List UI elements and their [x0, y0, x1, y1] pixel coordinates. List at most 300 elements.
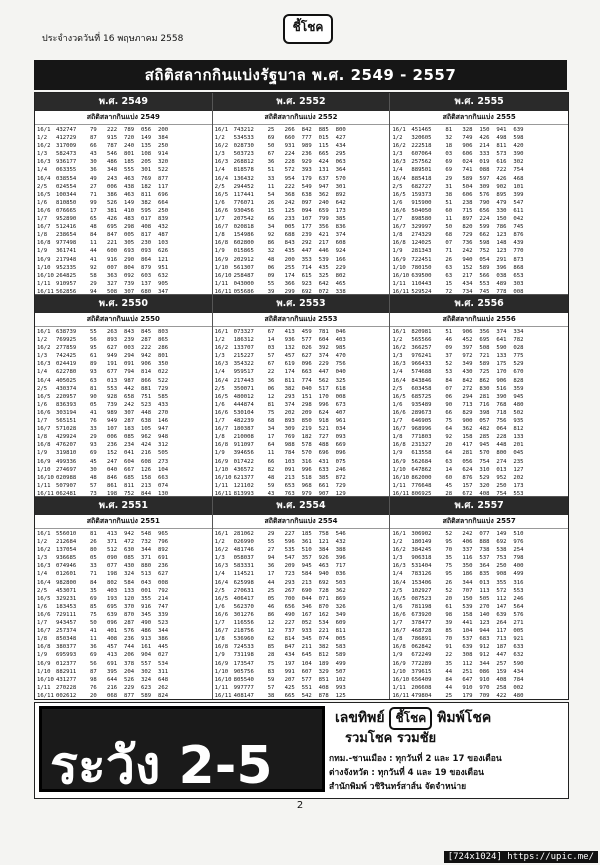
- last-two-digits: 35: [445, 555, 453, 562]
- back-three-2: 301: [335, 183, 346, 190]
- front-three-2: 097: [301, 199, 312, 206]
- front-three-2: 086: [479, 668, 490, 675]
- draw-date: 16/6: [214, 409, 229, 416]
- back-three-1: 448: [141, 409, 152, 416]
- draw-date: 1/10: [392, 668, 406, 675]
- back-three-1: 325: [318, 272, 329, 279]
- front-three-2: 123: [479, 620, 490, 627]
- front-three-1: 677: [107, 369, 118, 376]
- back-three-1: 072: [318, 288, 329, 295]
- draw-date: 1/2: [392, 135, 403, 142]
- back-three-2: 782: [513, 337, 524, 344]
- result-row: [392, 554, 566, 562]
- first-prize: 076665: [56, 207, 77, 214]
- draw-date: 16/4: [214, 175, 229, 182]
- result-row: [392, 360, 566, 368]
- last-two-digits: 15: [267, 207, 275, 214]
- front-three-2: 185: [124, 159, 135, 166]
- front-three-2: 716: [479, 401, 490, 408]
- front-three-2: 206: [124, 652, 135, 659]
- last-two-digits: 51: [267, 167, 275, 174]
- last-two-digits: 32: [445, 135, 453, 142]
- front-three-1: 228: [284, 159, 295, 166]
- front-three-1: 457: [107, 644, 118, 651]
- last-two-digits: 98: [90, 676, 97, 683]
- back-three-2: 553: [513, 587, 524, 594]
- result-row: [215, 239, 388, 247]
- first-prize: 529524: [411, 288, 432, 295]
- front-three-1: 695: [107, 224, 118, 231]
- front-three-1: 179: [462, 692, 473, 699]
- last-two-digits: 64: [445, 450, 453, 457]
- back-three-1: 814: [141, 369, 152, 376]
- last-two-digits: 84: [445, 676, 453, 683]
- last-two-digits: 50: [90, 620, 97, 627]
- front-three-2: 091: [124, 361, 135, 368]
- last-two-digits: 93: [90, 442, 97, 449]
- front-three-1: 526: [107, 199, 118, 206]
- result-row: [215, 530, 388, 538]
- front-three-1: 916: [107, 256, 118, 263]
- draw-date: 16/3: [392, 563, 406, 570]
- first-prize: 783126: [411, 571, 432, 578]
- first-prize: 613558: [411, 450, 432, 457]
- result-rows: [390, 125, 568, 295]
- last-two-digits: 36: [90, 167, 97, 174]
- front-three-2: 607: [301, 668, 312, 675]
- front-three-1: 193: [107, 595, 118, 602]
- draw-date: 1/4: [214, 571, 225, 578]
- year-section: [390, 93, 568, 295]
- draw-date: 16/2: [392, 547, 406, 554]
- back-three-2: 339: [158, 611, 169, 618]
- back-three-1: 908: [496, 571, 507, 578]
- back-three-2: 246: [513, 595, 524, 602]
- back-three-2: 046: [335, 329, 346, 335]
- back-three-2: 433: [158, 401, 169, 408]
- back-three-2: 801: [158, 353, 169, 360]
- draw-date: 16/7: [214, 628, 229, 635]
- draw-date: 16/4: [37, 579, 51, 586]
- draw-date: 1/3: [37, 151, 48, 158]
- last-two-digits: 64: [445, 426, 453, 433]
- last-two-digits: 69: [267, 135, 275, 142]
- front-three-2: 052: [301, 620, 312, 627]
- back-three-2: 985: [335, 345, 346, 352]
- back-three-1: 329: [318, 668, 329, 675]
- result-row: [215, 264, 388, 272]
- back-three-2: 877: [158, 175, 169, 182]
- back-three-1: 355: [496, 579, 507, 586]
- front-three-2: 627: [301, 353, 312, 360]
- back-three-1: 624: [318, 409, 329, 416]
- first-prize: 074946: [56, 563, 77, 570]
- back-three-2: 669: [335, 442, 346, 449]
- first-prize: 258487: [233, 272, 254, 279]
- draw-date: 16/9: [392, 458, 406, 465]
- back-three-1: 463: [318, 563, 329, 570]
- first-prize: 217948: [56, 256, 77, 263]
- front-three-2: 236: [124, 636, 135, 643]
- last-two-digits: 17: [267, 434, 275, 441]
- result-row: [392, 417, 566, 425]
- last-two-digits: 58: [90, 272, 97, 279]
- last-two-digits: 73: [90, 490, 97, 497]
- front-three-2: 094: [301, 207, 312, 214]
- result-row: [37, 360, 210, 368]
- front-three-1: 553: [107, 385, 118, 392]
- back-three-2: 250: [158, 207, 169, 214]
- draw-date: 16/2: [214, 143, 229, 150]
- draw-date: 16/9: [37, 660, 51, 667]
- draw-date: 2/5: [214, 385, 225, 392]
- result-rows: [35, 125, 212, 295]
- front-three-2: 542: [301, 692, 312, 699]
- result-row: [37, 336, 210, 344]
- back-three-2: 585: [158, 393, 169, 400]
- back-three-1: 131: [318, 167, 329, 174]
- last-two-digits: 34: [267, 426, 275, 433]
- result-row: [215, 562, 388, 570]
- front-three-1: 382: [284, 385, 295, 392]
- front-three-2: 026: [301, 345, 312, 352]
- front-three-1: 842: [462, 377, 473, 384]
- first-prize: 361741: [56, 248, 77, 255]
- first-prize: 354322: [233, 361, 254, 368]
- last-two-digits: 79: [90, 127, 97, 133]
- draw-date: 16/9: [214, 256, 229, 263]
- front-three-1: 213: [284, 474, 295, 481]
- first-prize: 479804: [411, 692, 432, 699]
- front-three-1: 227: [284, 620, 295, 627]
- back-three-1: 170: [318, 393, 329, 400]
- back-three-1: 426: [496, 175, 507, 182]
- front-three-1: 861: [107, 482, 118, 489]
- front-three-2: 151: [301, 393, 312, 400]
- back-three-1: 902: [496, 183, 507, 190]
- draw-date: 1/7: [392, 620, 403, 627]
- front-three-2: 305: [124, 240, 135, 247]
- front-three-1: 811: [284, 377, 295, 384]
- front-three-1: 546: [107, 151, 118, 158]
- draw-date: 1/6: [214, 199, 225, 206]
- first-prize: 482239: [233, 418, 254, 425]
- draw-date: 1/8: [37, 232, 48, 239]
- front-three-1: 537: [462, 636, 473, 643]
- first-prize: 319810: [56, 450, 77, 457]
- first-prize: 220957: [56, 393, 77, 400]
- first-prize: 301276: [233, 611, 254, 618]
- back-three-2: 271: [513, 620, 524, 627]
- last-two-digits: 69: [445, 159, 453, 166]
- draw-date: 1/11: [214, 280, 229, 287]
- front-three-2: 378: [124, 660, 135, 667]
- year-section: [35, 497, 213, 699]
- back-three-1: 149: [496, 531, 507, 537]
- result-row: [37, 579, 210, 587]
- front-three-2: 910: [479, 676, 490, 683]
- back-three-1: 906: [141, 361, 152, 368]
- back-three-2: 948: [158, 434, 169, 441]
- back-three-1: 240: [318, 199, 329, 206]
- front-three-2: 599: [479, 224, 490, 231]
- back-three-1: 516: [496, 385, 507, 392]
- last-two-digits: 41: [90, 256, 97, 263]
- front-three-1: 723: [284, 571, 295, 578]
- result-row: [215, 150, 388, 158]
- front-three-2: 695: [479, 337, 490, 344]
- front-three-1: 639: [462, 644, 473, 651]
- first-prize: 281343: [411, 248, 432, 255]
- back-three-2: 316: [513, 579, 524, 586]
- back-three-2: 434: [513, 668, 524, 675]
- front-three-1: 158: [462, 434, 473, 441]
- back-three-2: 432: [335, 539, 346, 546]
- front-three-1: 103: [284, 458, 295, 465]
- back-three-1: 881: [141, 385, 152, 392]
- result-row: [392, 474, 566, 482]
- last-two-digits: 68: [267, 418, 275, 425]
- back-three-2: 664: [158, 199, 169, 206]
- back-three-2: 236: [158, 563, 169, 570]
- front-three-2: 183: [124, 426, 135, 433]
- result-row: [215, 175, 388, 183]
- back-three-2: 096: [335, 450, 346, 457]
- front-three-1: 736: [462, 240, 473, 247]
- result-row: [392, 215, 566, 223]
- back-three-2: 798: [513, 555, 524, 562]
- last-two-digits: 38: [267, 692, 275, 699]
- front-three-2: 213: [301, 579, 312, 586]
- first-prize: 562370: [233, 603, 254, 610]
- back-three-1: 424: [318, 159, 329, 166]
- front-three-2: 044: [301, 595, 312, 602]
- result-rows: [390, 327, 568, 497]
- last-two-digits: 63: [445, 264, 453, 271]
- last-two-digits: 36: [267, 563, 275, 570]
- first-prize: 512416: [56, 224, 77, 231]
- front-three-2: 120: [124, 595, 135, 602]
- first-prize: 274329: [411, 232, 432, 239]
- first-prize: 153406: [411, 579, 432, 586]
- back-three-2: 420: [513, 143, 524, 150]
- draw-date: 16/6: [37, 611, 51, 618]
- back-three-2: 522: [158, 167, 169, 174]
- last-two-digits: 81: [445, 127, 453, 133]
- back-three-1: 149: [141, 135, 152, 142]
- result-row: [392, 328, 566, 336]
- front-three-2: 150: [479, 127, 490, 133]
- front-three-2: 693: [124, 248, 135, 255]
- front-three-1: 013: [107, 377, 118, 384]
- front-three-1: 504: [462, 183, 473, 190]
- result-row: [215, 223, 388, 231]
- draw-date: 16/2: [37, 547, 51, 554]
- front-three-2: 843: [124, 329, 135, 335]
- result-row: [37, 643, 210, 651]
- back-three-2: 127: [513, 466, 524, 473]
- back-three-2: 445: [158, 644, 169, 651]
- back-three-2: 347: [158, 288, 169, 295]
- front-three-1: 906: [462, 143, 473, 150]
- result-row: [215, 538, 388, 546]
- last-two-digits: 14: [267, 337, 275, 344]
- draw-date: 2/5: [214, 183, 225, 190]
- last-two-digits: 17: [90, 207, 97, 214]
- draw-date: 16/4: [392, 175, 406, 182]
- result-row: [392, 651, 566, 659]
- back-three-1: 870: [318, 603, 329, 610]
- front-three-1: 104: [462, 628, 473, 635]
- result-row: [392, 627, 566, 635]
- back-three-1: 448: [496, 442, 507, 449]
- back-three-2: 868: [513, 264, 524, 271]
- last-two-digits: 30: [90, 466, 97, 473]
- last-two-digits: 05: [90, 401, 97, 408]
- result-row: [392, 546, 566, 554]
- draw-date: 16/2: [392, 345, 406, 352]
- front-three-1: 293: [284, 579, 295, 586]
- back-three-1: 758: [318, 531, 329, 537]
- result-row: [215, 684, 388, 692]
- front-three-2: 877: [124, 692, 135, 699]
- last-two-digits: 22: [267, 369, 275, 376]
- back-three-1: 250: [496, 482, 507, 489]
- front-three-1: 350: [462, 563, 473, 570]
- result-row: [392, 433, 566, 441]
- result-row: [392, 635, 566, 643]
- back-three-1: 374: [318, 353, 329, 360]
- back-three-1: 001: [141, 587, 152, 594]
- draw-date: 16/9: [392, 660, 406, 667]
- draw-date: 1/9: [214, 652, 225, 659]
- front-three-1: 174: [284, 369, 295, 376]
- back-three-1: 408: [496, 676, 507, 683]
- draw-date: 16/2: [37, 345, 51, 352]
- draw-date: 16/1: [214, 127, 229, 133]
- back-three-1: 356: [318, 224, 329, 231]
- draw-date: 16/6: [392, 207, 406, 214]
- year-section: [213, 295, 391, 497]
- front-three-1: 672: [462, 490, 473, 497]
- draw-date: 16/7: [37, 426, 51, 433]
- back-three-2: 499: [335, 660, 346, 667]
- last-two-digits: 17: [267, 571, 275, 578]
- year-subtitle: สถิติสลากกินแบ่ง 2557: [390, 515, 568, 529]
- draw-date: 1/11: [392, 482, 406, 489]
- first-prize: 936177: [56, 159, 77, 166]
- first-prize: 910957: [56, 280, 77, 287]
- result-row: [215, 215, 388, 223]
- front-three-2: 690: [301, 587, 312, 594]
- result-row: [37, 635, 210, 643]
- front-three-2: 085: [124, 434, 135, 441]
- result-row: [392, 401, 566, 409]
- back-three-2: 505: [158, 450, 169, 457]
- draw-date: 16/7: [37, 628, 51, 635]
- draw-date: 16/10: [214, 474, 232, 481]
- front-three-1: 238: [462, 199, 473, 206]
- back-three-2: 334: [513, 329, 524, 335]
- last-two-digits: 66: [267, 216, 275, 223]
- result-rows: [213, 125, 390, 295]
- front-three-2: 324: [124, 571, 135, 578]
- front-three-2: 472: [124, 539, 135, 546]
- draw-date: 16/11: [214, 490, 232, 497]
- front-three-1: 729: [462, 232, 473, 239]
- first-prize: 268812: [233, 159, 254, 166]
- draw-date: 16/9: [214, 660, 229, 667]
- last-two-digits: 75: [90, 611, 97, 618]
- first-prize: 257562: [411, 159, 432, 166]
- first-prize: 582473: [56, 151, 77, 158]
- last-two-digits: 29: [267, 531, 275, 537]
- back-three-1: 799: [318, 216, 329, 223]
- draw-date: 1/9: [392, 652, 403, 659]
- front-three-2: 656: [479, 207, 490, 214]
- year-section: [390, 497, 568, 699]
- draw-date: 16/3: [37, 563, 51, 570]
- front-three-2: 370: [124, 603, 135, 610]
- draw-date: 1/6: [37, 401, 48, 408]
- draw-date: 16/3: [214, 361, 229, 368]
- back-three-1: 489: [496, 280, 507, 287]
- last-two-digits: 81: [90, 385, 97, 392]
- result-row: [215, 587, 388, 595]
- front-three-1: 665: [284, 692, 295, 699]
- result-row: [392, 336, 566, 344]
- result-row: [392, 668, 566, 676]
- result-row: [392, 150, 566, 158]
- draw-date: 16/1: [392, 329, 406, 335]
- first-prize: 805540: [233, 676, 254, 683]
- last-two-digits: 09: [267, 272, 275, 279]
- front-three-1: 647: [462, 676, 473, 683]
- back-three-1: 845: [141, 329, 152, 335]
- last-two-digits: 29: [90, 280, 97, 287]
- last-two-digits: 27: [90, 183, 97, 190]
- first-prize: 264825: [56, 272, 77, 279]
- back-three-2: 951: [158, 264, 169, 271]
- first-prize: 289673: [411, 409, 432, 416]
- back-three-2: 745: [513, 224, 524, 231]
- first-prize: 607064: [411, 151, 432, 158]
- last-two-digits: 90: [445, 401, 453, 408]
- front-three-2: 945: [301, 563, 312, 570]
- last-two-digits: 90: [90, 393, 97, 400]
- back-three-1: 718: [496, 409, 507, 416]
- back-three-1: 071: [318, 595, 329, 602]
- front-three-2: 204: [124, 668, 135, 675]
- draw-date: 1/7: [37, 216, 48, 223]
- back-three-1: 680: [141, 288, 152, 295]
- first-prize: 536960: [233, 636, 254, 643]
- draw-date: 16/9: [37, 256, 51, 263]
- back-three-1: 947: [318, 183, 329, 190]
- publication-logo: ชี้โชค: [283, 14, 333, 44]
- first-prize: 063355: [56, 167, 77, 174]
- front-three-2: 752: [124, 490, 135, 497]
- result-row: [392, 344, 566, 352]
- front-three-1: 371: [107, 539, 118, 546]
- back-three-1: 385: [318, 474, 329, 481]
- last-two-digits: 86: [267, 611, 275, 618]
- result-row: [37, 231, 210, 239]
- back-three-2: 775: [513, 353, 524, 360]
- last-two-digits: 07: [445, 240, 453, 247]
- front-three-1: 624: [462, 466, 473, 473]
- draw-date: 16/10: [37, 676, 54, 683]
